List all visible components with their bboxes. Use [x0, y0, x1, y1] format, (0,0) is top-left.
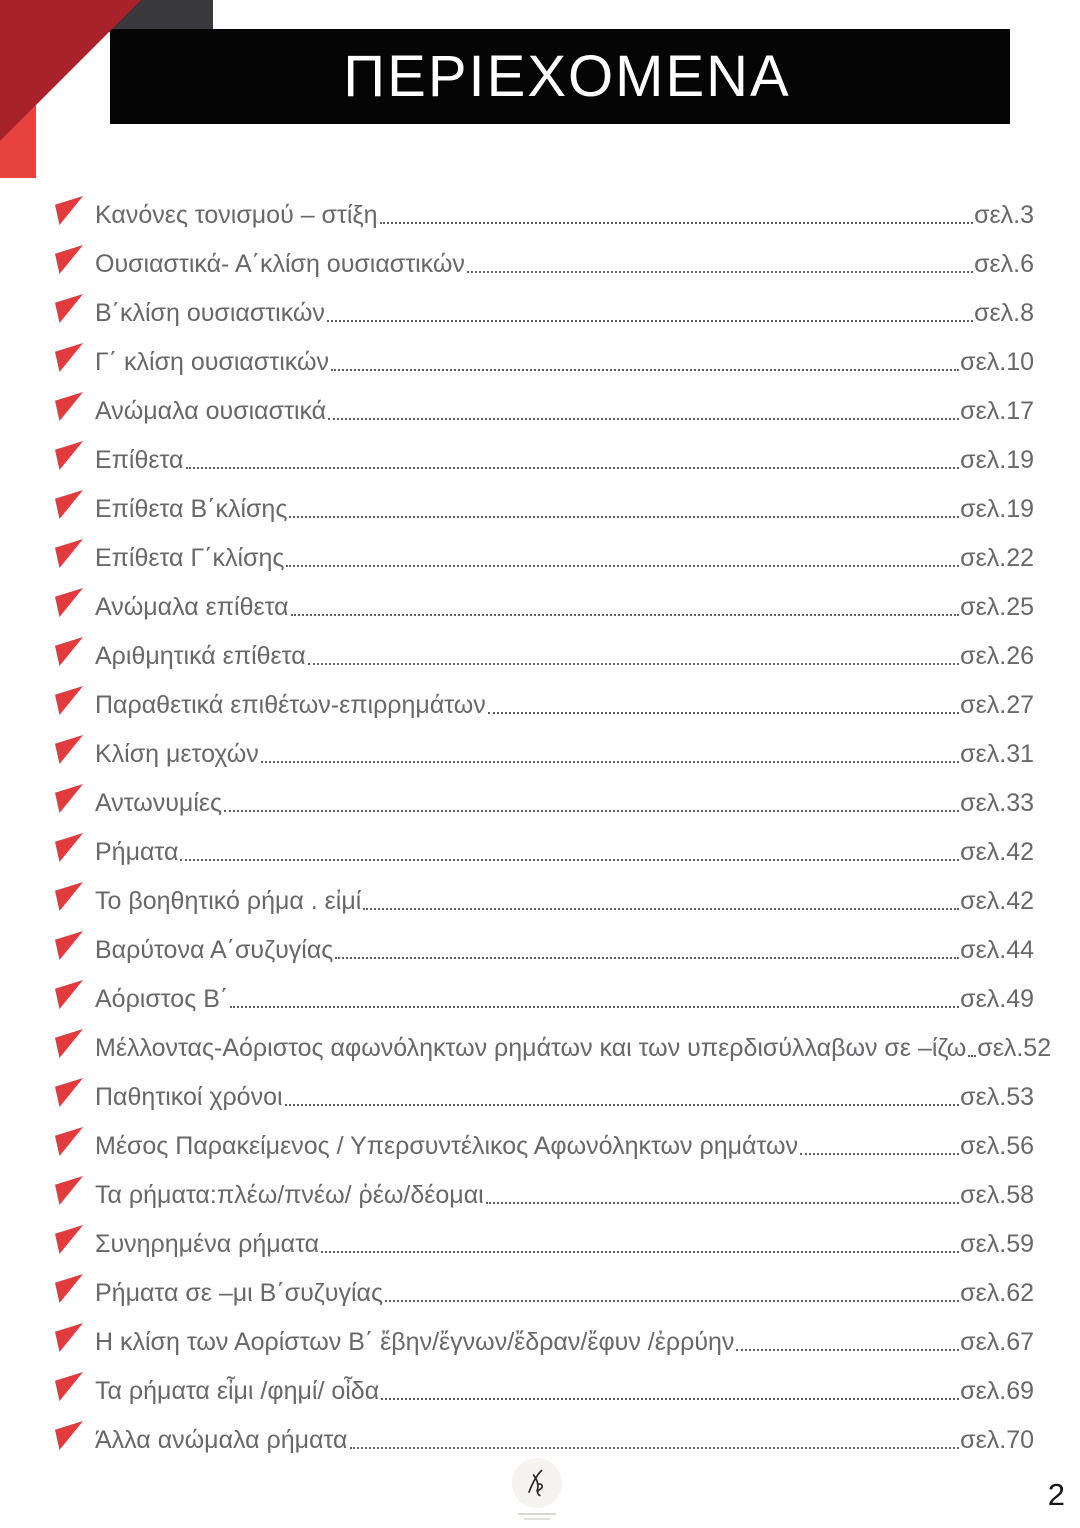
toc-entry[interactable] — [55, 1229, 1034, 1259]
toc-entry[interactable] — [55, 592, 1034, 622]
dotted-leader — [350, 1447, 960, 1449]
toc-entry-label: Άλλα ανώμαλα ρήματα — [95, 1426, 348, 1454]
toc-entry[interactable] — [55, 200, 1034, 230]
flag-bullet-icon — [55, 637, 83, 666]
toc-entry-label: Ρήματα — [95, 838, 179, 866]
toc-entry[interactable] — [55, 1327, 1034, 1357]
flag-bullet-icon — [55, 833, 83, 862]
toc-entry-label: Αόριστος Β΄ — [95, 985, 229, 1013]
dotted-leader — [224, 810, 959, 812]
flag-bullet-icon — [55, 1078, 83, 1107]
dotted-leader — [380, 222, 974, 224]
dotted-leader — [180, 859, 959, 861]
toc-entry-label: Τα ρήματα εἶμι /φημί/ οἶδα — [95, 1377, 380, 1405]
toc-entry-page: σελ.8 — [974, 299, 1034, 327]
toc-entry[interactable] — [55, 1278, 1034, 1308]
dotted-leader — [331, 369, 959, 371]
toc-entry-label: Επίθετα Γ΄κλίσης — [95, 544, 285, 572]
toc-list — [55, 200, 1052, 1474]
toc-entry[interactable] — [55, 1082, 1034, 1112]
flag-bullet-icon — [55, 1421, 83, 1450]
toc-entry[interactable] — [55, 1033, 1052, 1063]
toc-entry-label: Ρήματα σε –μι Β΄συζυγίας — [95, 1279, 384, 1307]
toc-entry-page: σελ.6 — [974, 250, 1034, 278]
dotted-leader — [327, 320, 973, 322]
flag-bullet-icon — [55, 1176, 83, 1205]
toc-entry-page: σελ.22 — [960, 544, 1034, 572]
page-number: 2 — [1047, 1477, 1065, 1512]
logo-smallprint — [518, 1513, 556, 1515]
flag-bullet-icon — [55, 1127, 83, 1156]
toc-entry-label: Μέσος Παρακείμενος / Υπερσυντέλικος Αφωνόληκτων ρημάτων — [95, 1132, 798, 1160]
toc-entry-page: σελ.42 — [960, 887, 1034, 915]
signature-logo-circle — [512, 1458, 562, 1508]
toc-entry-page: σελ.25 — [960, 593, 1034, 621]
toc-entry-page: σελ.19 — [960, 446, 1034, 474]
page-title: ΠΕΡΙΕΧΟΜΕΝΑ — [343, 44, 791, 109]
dotted-leader — [230, 1006, 959, 1008]
toc-entry-page: σελ.42 — [960, 838, 1034, 866]
title-banner — [110, 29, 1010, 124]
flag-bullet-icon — [55, 686, 83, 715]
dotted-leader — [308, 663, 960, 665]
toc-entry-label: Παραθετικά επιθέτων-επιρρημάτων — [95, 691, 486, 719]
dotted-leader — [800, 1153, 959, 1155]
toc-entry-page: σελ.44 — [960, 936, 1034, 964]
toc-entry-label: Επίθετα Β΄κλίσης — [95, 495, 288, 523]
dotted-leader — [335, 957, 959, 959]
toc-entry[interactable] — [55, 396, 1034, 426]
toc-entry-label: Γ΄ κλίση ουσιαστικών — [95, 348, 329, 376]
toc-entry-page: σελ.33 — [960, 789, 1034, 817]
toc-entry-page: σελ.10 — [960, 348, 1034, 376]
toc-entry[interactable] — [55, 886, 1034, 916]
toc-entry-label: Παθητικοί χρόνοι — [95, 1083, 283, 1111]
toc-entry-label: Τα ρήματα:πλέω/πνέω/ ῥέω/δέομαι — [95, 1181, 484, 1209]
toc-entry-label: Κλίση μετοχών — [95, 740, 259, 768]
toc-entry[interactable] — [55, 1131, 1034, 1161]
flag-bullet-icon — [55, 735, 83, 764]
toc-entry-page: σελ.62 — [960, 1279, 1034, 1307]
toc-entry-label: Β΄κλίση ουσιαστικών — [95, 299, 325, 327]
toc-entry[interactable] — [55, 298, 1034, 328]
dotted-leader — [486, 1202, 959, 1204]
dotted-leader — [286, 565, 959, 567]
toc-entry[interactable] — [55, 445, 1034, 475]
toc-entry-page: σελ.26 — [960, 642, 1034, 670]
toc-entry-page: σελ.58 — [960, 1181, 1034, 1209]
flag-bullet-icon — [55, 245, 83, 274]
toc-entry[interactable] — [55, 347, 1034, 377]
dotted-leader — [291, 614, 960, 616]
toc-entry-page: σελ.67 — [960, 1328, 1034, 1356]
toc-entry[interactable] — [55, 249, 1034, 279]
toc-entry[interactable] — [55, 1180, 1034, 1210]
toc-entry-page: σελ.56 — [960, 1132, 1034, 1160]
toc-entry[interactable] — [55, 690, 1034, 720]
dotted-leader — [261, 761, 959, 763]
toc-entry-label: Μέλλοντας-Αόριστος αφωνόληκτων ρημάτων και των υπερδισύλλαβων σε –ίζω — [95, 1034, 967, 1062]
dotted-leader — [385, 1300, 959, 1302]
dotted-leader — [285, 1104, 960, 1106]
flag-bullet-icon — [55, 294, 83, 323]
flag-bullet-icon — [55, 1225, 83, 1254]
flag-bullet-icon — [55, 196, 83, 225]
toc-entry[interactable] — [55, 837, 1034, 867]
toc-entry-label: Συνηρημένα ρήματα — [95, 1230, 320, 1258]
flag-bullet-icon — [55, 784, 83, 813]
flag-bullet-icon — [55, 1372, 83, 1401]
flag-bullet-icon — [55, 1274, 83, 1303]
logo-smallprint — [524, 1518, 550, 1520]
toc-entry[interactable] — [55, 935, 1034, 965]
dotted-leader — [186, 467, 960, 469]
toc-entry-label: Επίθετα — [95, 446, 184, 474]
toc-entry[interactable] — [55, 739, 1034, 769]
toc-entry-page: σελ.52 — [977, 1034, 1052, 1062]
toc-entry[interactable] — [55, 984, 1034, 1014]
toc-entry-page: σελ.53 — [960, 1083, 1034, 1111]
toc-entry-page: σελ.69 — [960, 1377, 1034, 1405]
flag-bullet-icon — [55, 1323, 83, 1352]
toc-entry[interactable] — [55, 1425, 1034, 1455]
flag-bullet-icon — [55, 882, 83, 911]
signature-monogram-icon — [520, 1466, 554, 1500]
toc-entry-label: Κανόνες τονισμού – στίξη — [95, 201, 378, 229]
toc-entry-label: Ανώμαλα ουσιαστικά — [95, 397, 327, 425]
flag-bullet-icon — [55, 539, 83, 568]
toc-entry[interactable] — [55, 494, 1034, 524]
flag-bullet-icon — [55, 343, 83, 372]
toc-entry[interactable] — [55, 1376, 1034, 1406]
toc-entry-label: Βαρύτονα Α΄συζυγίας — [95, 936, 334, 964]
dotted-leader — [381, 1398, 959, 1400]
dotted-leader — [488, 712, 959, 714]
toc-entry[interactable] — [55, 641, 1034, 671]
toc-entry-page: σελ.59 — [960, 1230, 1034, 1258]
toc-entry[interactable] — [55, 543, 1034, 573]
toc-entry-label: Αριθμητικά επίθετα — [95, 642, 306, 670]
toc-entry-page: σελ.19 — [960, 495, 1034, 523]
toc-entry-page: σελ.31 — [960, 740, 1034, 768]
dotted-leader — [363, 908, 959, 910]
flag-bullet-icon — [55, 490, 83, 519]
toc-entry-page: σελ.70 — [960, 1426, 1034, 1454]
toc-entry-label: Ουσιαστικά- Α΄κλίση ουσιαστικών — [95, 250, 465, 278]
signature-logo — [512, 1458, 562, 1520]
toc-entry-page: σελ.49 — [960, 985, 1034, 1013]
dotted-leader — [289, 516, 959, 518]
toc-entry[interactable] — [55, 788, 1034, 818]
flag-bullet-icon — [55, 980, 83, 1009]
flag-bullet-icon — [55, 588, 83, 617]
flag-bullet-icon — [55, 931, 83, 960]
flag-bullet-icon — [55, 441, 83, 470]
toc-entry-label: Ανώμαλα επίθετα — [95, 593, 289, 621]
toc-entry-page: σελ.27 — [960, 691, 1034, 719]
dotted-leader — [467, 271, 973, 273]
dotted-leader — [328, 418, 959, 420]
dotted-leader — [968, 1055, 976, 1057]
toc-entry-label: Αντωνυμίες — [95, 789, 223, 817]
flag-bullet-icon — [55, 1029, 83, 1058]
dotted-leader — [321, 1251, 959, 1253]
toc-entry-page: σελ.17 — [960, 397, 1034, 425]
toc-entry-label: Το βοηθητικό ρήμα . εἰμί — [95, 887, 362, 915]
dotted-leader — [736, 1349, 959, 1351]
flag-bullet-icon — [55, 392, 83, 421]
toc-entry-label: Η κλίση των Αορίστων Β΄ ἔβην/ἔγνων/ἔδραν/ἔφυν /ἐρρύην — [95, 1328, 735, 1356]
toc-entry-page: σελ.3 — [974, 201, 1034, 229]
